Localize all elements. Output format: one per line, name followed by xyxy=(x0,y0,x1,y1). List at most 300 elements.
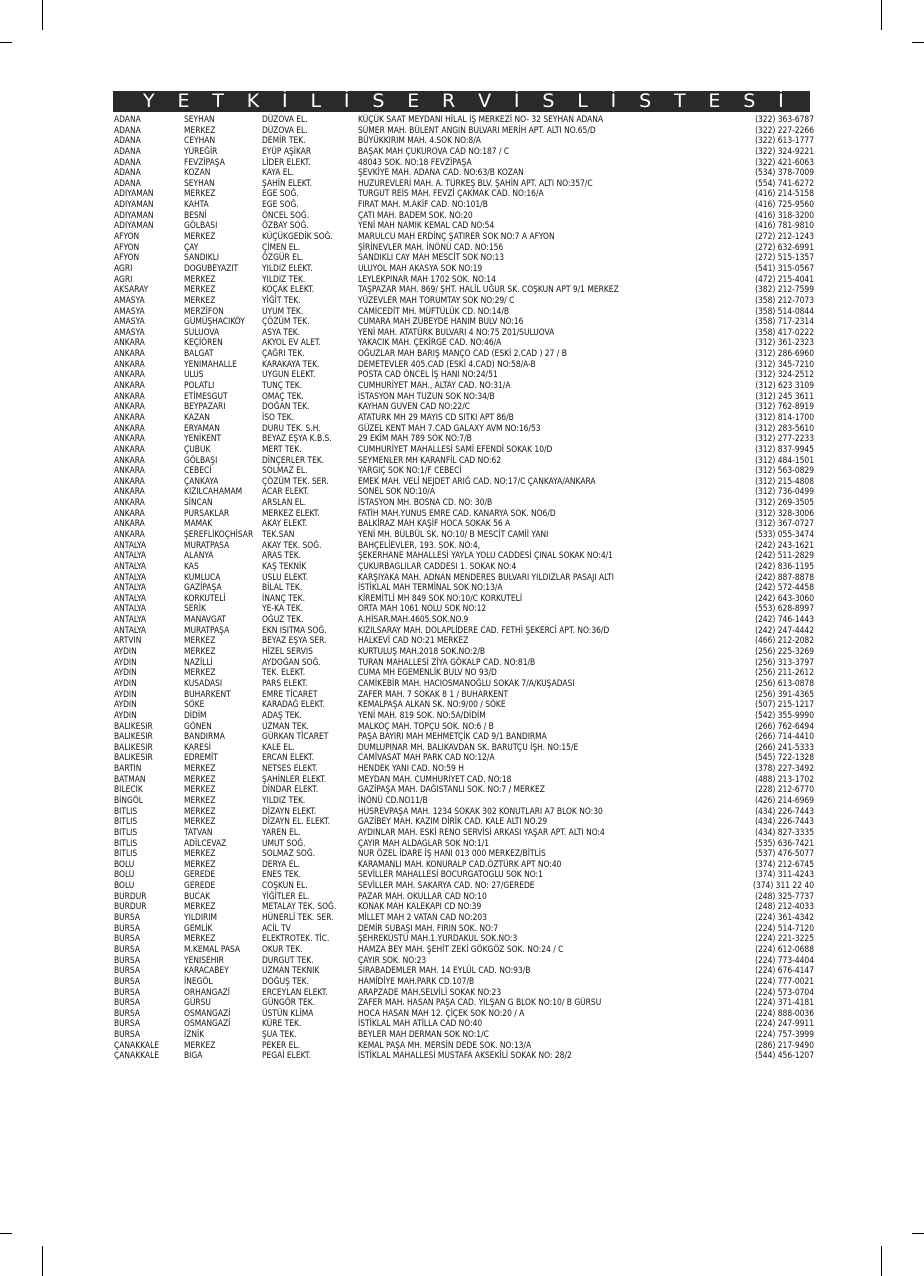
phone-cell: (248) 212-4033 xyxy=(755,901,814,912)
district-cell: GEREDE xyxy=(184,880,216,891)
table-row xyxy=(114,391,814,402)
table-row xyxy=(114,1050,814,1061)
city-cell: BURSA xyxy=(114,933,141,944)
city-cell: ADANA xyxy=(114,114,141,124)
table-row xyxy=(114,1008,814,1019)
title-letter: S xyxy=(639,90,652,112)
phone-cell: (312) 286-6960 xyxy=(755,348,814,359)
service-list xyxy=(114,114,814,1061)
service-name-cell: ÇİMEN EL. xyxy=(262,241,301,252)
city-cell: ANTALYA xyxy=(114,550,147,561)
city-cell: AMASYA xyxy=(114,305,145,316)
table-row xyxy=(114,1018,814,1029)
phone-cell: (224) 612-0688 xyxy=(755,943,814,954)
address-cell: ŞEHREKÜSTÜ MAH.1.YURDAKUL SOK.NO:3 xyxy=(358,933,518,944)
district-cell: ÇANKAYA xyxy=(184,475,219,486)
address-cell: BEYLER MAH DERMAN SOK NO:1/C xyxy=(358,1029,489,1040)
service-name-cell: TUNÇ TEK. xyxy=(262,380,303,391)
city-cell: ADANA xyxy=(114,124,141,135)
city-cell: AYDIN xyxy=(114,688,137,699)
address-cell: SANDIKLI CAY MAH MESCİT SOK NO:13 xyxy=(358,252,505,263)
address-cell: TURGUT REİS MAH. FEVZİ ÇAKMAK CAD. NO:16/A xyxy=(358,188,544,199)
service-name-cell: AKAY TEK. SOĞ. xyxy=(262,539,322,550)
table-row xyxy=(114,157,814,168)
phone-cell: (312) 345-7210 xyxy=(755,358,814,369)
city-cell: ANTALYA xyxy=(114,592,147,603)
table-row xyxy=(114,859,814,870)
table-row xyxy=(114,220,814,231)
address-cell: 29 EKİM MAH 789 SOK NO:7/B xyxy=(358,433,472,444)
service-name-cell: AKAY ELEKT. xyxy=(262,518,308,529)
address-cell: CAMİVASAT MAH PARK CAD NO:12/A xyxy=(358,752,495,763)
table-row xyxy=(114,625,814,636)
service-name-cell: OĞUZ TEK. xyxy=(262,614,304,625)
title-letter: L xyxy=(310,90,322,112)
phone-cell: (242) 511-2829 xyxy=(755,550,814,561)
service-name-cell: YE-KA TEK. xyxy=(262,603,304,614)
city-cell: ANKARA xyxy=(114,528,145,539)
table-row xyxy=(114,359,814,370)
phone-cell: (541) 315-0567 xyxy=(755,262,814,273)
address-cell: YENİ MAH NAMIK KEMAL CAD NO:54 xyxy=(358,220,495,231)
address-cell: PAZAR MAH. OKULLAR CAD NO:10 xyxy=(358,890,487,901)
table-row xyxy=(114,274,814,285)
service-name-cell: DEMİR TEK. xyxy=(262,135,306,146)
address-cell: AYDINLAR MAH. ESKİ RENO SERVİSİ ARKASI YAŞAR APT. ALTI NO:4 xyxy=(358,826,605,837)
district-cell: KAHTA xyxy=(184,199,209,210)
table-row xyxy=(114,444,814,455)
table-row xyxy=(114,231,814,242)
address-cell: YENİ MAH. 819 SOK. NO:5A/DİDİM xyxy=(358,709,486,720)
title-letter: S xyxy=(743,90,756,112)
service-name-cell: ERCEYLAN ELEKT. xyxy=(262,986,328,997)
district-cell: MURATPAŞA xyxy=(184,624,230,635)
service-name-cell: UMUT SOĞ. xyxy=(262,837,306,848)
table-row xyxy=(114,210,814,221)
service-name-cell: KAŞ TEKNİK xyxy=(262,560,307,571)
table-row xyxy=(114,497,814,508)
phone-cell: (224) 676-4147 xyxy=(755,965,814,976)
address-cell: KİREMİTLİ MH 849 SOK NO:10/C KORKUTELİ xyxy=(358,592,523,603)
city-cell: BURSA xyxy=(114,1007,141,1018)
city-cell: ADIYAMAN xyxy=(114,199,154,210)
phone-cell: (545) 722-1328 xyxy=(755,752,814,763)
district-cell: MANAVGAT xyxy=(184,614,226,625)
service-name-cell: BİLAL TEK. xyxy=(262,582,303,593)
table-row xyxy=(114,167,814,178)
phone-cell: (242) 746-1443 xyxy=(755,614,814,625)
table-row xyxy=(114,731,814,742)
table-row xyxy=(114,763,814,774)
district-cell: OSMANGAZİ xyxy=(184,1007,231,1018)
phone-cell: (544) 456-1207 xyxy=(755,1050,814,1061)
address-cell: GAZİPAŞA MAH. DAĞISTANLI SOK. NO:7 / MERKEZ xyxy=(358,784,545,795)
service-name-cell: ÇÖZÜM TEK. xyxy=(262,316,310,327)
service-name-cell: ELEKTROTEK. TİC. xyxy=(262,933,330,944)
service-name-cell: BEYAZ EŞYA K.B.S. xyxy=(262,433,332,444)
table-row xyxy=(114,784,814,795)
service-name-cell: ÜSTÜN KLİMA xyxy=(262,1007,314,1018)
service-name-cell: OKUR TEK. xyxy=(262,943,303,954)
district-cell: MERKEZ xyxy=(184,795,216,805)
service-name-cell: DERYA EL. xyxy=(262,858,301,869)
district-cell: SANDIKLI xyxy=(184,252,220,263)
city-cell: ADANA xyxy=(114,177,141,188)
service-name-cell: METALAY TEK. SOĞ. xyxy=(262,901,337,912)
district-cell: MERKEZ xyxy=(184,763,216,774)
phone-cell: (256) 225-3269 xyxy=(755,646,814,657)
service-name-cell: MERKEZ ELEKT. xyxy=(262,507,320,518)
table-row xyxy=(114,476,814,487)
city-cell: ANKARA xyxy=(114,507,145,518)
address-cell: FATİH MAH.YUNUS EMRE CAD. KANARYA SOK. NO6/D xyxy=(358,507,556,518)
address-cell: A.HİSAR.MAH.4605.SOK.NO.9 xyxy=(358,614,469,625)
district-cell: MERKEZ xyxy=(184,273,216,284)
district-cell: İZNİK xyxy=(184,1029,205,1040)
district-cell: DİDİM xyxy=(184,709,207,720)
phone-cell: (416) 781-9810 xyxy=(755,220,814,231)
service-name-cell: KARADAĞ ELEKT. xyxy=(262,699,325,710)
address-cell: ULUYOL MAH AKASYA SOK NO:19 xyxy=(358,262,483,273)
table-row xyxy=(114,316,814,327)
crop-mark xyxy=(42,0,43,30)
phone-cell: (507) 215-1217 xyxy=(755,699,814,710)
city-cell: AMASYA xyxy=(114,326,145,337)
address-cell: CAMİCEDİT MH. MÜFTÜLÜK CD. NO:14/B xyxy=(358,305,510,316)
address-cell: KEMALPAŞA ALKAN SK. NO:9/00 / SÖKE xyxy=(358,699,506,710)
service-name-cell: ŞUA TEK. xyxy=(262,1029,297,1040)
phone-cell: (434) 226-7443 xyxy=(755,816,814,827)
district-cell: GEMLİK xyxy=(184,922,213,933)
city-cell: BURSA xyxy=(114,997,141,1008)
table-row xyxy=(114,667,814,678)
table-row xyxy=(114,923,814,934)
table-row xyxy=(114,561,814,572)
table-row xyxy=(114,284,814,295)
district-cell: GEREDE xyxy=(184,869,216,880)
phone-cell: (322) 324-9221 xyxy=(755,145,814,156)
address-cell: SEYMENLER MH KARANFİL CAD NO:62 xyxy=(358,454,502,465)
phone-cell: (224) 573-0704 xyxy=(755,986,814,997)
table-row xyxy=(114,657,814,668)
phone-cell: (242) 836-1195 xyxy=(755,560,814,571)
table-row xyxy=(114,869,814,880)
service-name-cell: PEGAİ ELEKT. xyxy=(262,1050,311,1061)
address-cell: YENİ MAH. ATATÜRK BULVARI 4 NO:75 Z01/SULUOVA xyxy=(358,326,555,337)
service-name-cell: EKN ISITMA SOĞ. xyxy=(262,624,327,635)
city-cell: BURSA xyxy=(114,912,141,923)
city-cell: AFYON xyxy=(114,252,140,263)
district-cell: YÜREĞİR xyxy=(184,145,218,156)
phone-cell: (374) 311-4243 xyxy=(755,869,814,880)
city-cell: ADANA xyxy=(114,167,141,178)
address-cell: YENİ MH. BÜLBÜL SK. NO:10/ B MESCİT CAMİİ YANI xyxy=(358,528,549,539)
phone-cell: (224) 757-3999 xyxy=(755,1029,814,1040)
address-cell: SEVİLLER MAH. SAKARYA CAD. NO: 27/GEREDE xyxy=(358,880,535,891)
table-row xyxy=(114,806,814,817)
address-cell: MALKOÇ MAH. TOPÇU SOK. NO:6 / B xyxy=(358,720,494,731)
city-cell: ADIYAMAN xyxy=(114,188,154,199)
phone-cell: (358) 417-0222 xyxy=(755,326,814,337)
city-cell: ANTALYA xyxy=(114,614,147,625)
district-cell: PURSAKLAR xyxy=(184,507,230,518)
phone-cell: (256) 211-2612 xyxy=(755,667,814,678)
district-cell: MERZİFON xyxy=(184,305,224,316)
service-name-cell: DÜZOVA EL. xyxy=(262,114,308,124)
phone-cell: (224) 888-0036 xyxy=(755,1007,814,1018)
address-cell: İSTİKLAL MAH TERMİNAL SOK NO:13/A xyxy=(358,582,503,593)
service-name-cell: KAYA EL. xyxy=(262,167,295,178)
city-cell: BURSA xyxy=(114,975,141,986)
city-cell: BALIKESIR xyxy=(114,741,153,752)
phone-cell: (553) 628-8997 xyxy=(755,603,814,614)
phone-cell: (472) 215-4041 xyxy=(755,273,814,284)
address-cell: KURTULUŞ MAH.2018 SOK.NO:2/B xyxy=(358,646,486,657)
district-cell: NAZİLLİ xyxy=(184,656,213,667)
district-cell: KORKUTELİ xyxy=(184,592,226,603)
district-cell: ALANYA xyxy=(184,550,214,561)
phone-cell: (312) 324-2512 xyxy=(755,369,814,380)
city-cell: AGRI xyxy=(114,273,133,284)
district-cell: ÇAY xyxy=(184,241,199,252)
phone-cell: (378) 227-3492 xyxy=(755,763,814,774)
phone-cell: (312) 277-2233 xyxy=(755,433,814,444)
service-name-cell: DOĞAN TEK. xyxy=(262,401,310,412)
title-letter: E xyxy=(407,90,420,112)
service-name-cell: TEK.SAN xyxy=(262,528,295,539)
service-name-cell: DİZAYN ELEKT. xyxy=(262,805,317,816)
phone-cell: (358) 514-0844 xyxy=(755,305,814,316)
district-cell: TATVAN xyxy=(184,826,213,837)
phone-cell: (322) 421-6063 xyxy=(755,156,814,167)
city-cell: BALIKESIR xyxy=(114,731,153,742)
district-cell: MURATPASA xyxy=(184,539,230,550)
city-cell: AMASYA xyxy=(114,316,145,327)
service-name-cell: ŞAHİNLER ELEKT. xyxy=(262,773,327,784)
city-cell: ANKARA xyxy=(114,433,145,444)
district-cell: MAMAK xyxy=(184,518,213,529)
city-cell: AYDIN xyxy=(114,709,137,720)
service-name-cell: YİĞİT TEK. xyxy=(262,294,301,305)
title-letter: İ xyxy=(513,90,520,112)
city-cell: BALIKESIR xyxy=(114,720,153,731)
city-cell: AGRI xyxy=(114,262,133,273)
service-name-cell: DİNDAR ELEKT. xyxy=(262,784,319,795)
district-cell: SİNCAN xyxy=(184,497,213,508)
service-name-cell: UYUM TEK. xyxy=(262,305,304,316)
phone-cell: (434) 827-3335 xyxy=(755,826,814,837)
service-name-cell: KÜRE TEK. xyxy=(262,1018,302,1029)
address-cell: YAKACIK MAH. ÇEKİRGE CAD. NO:46/A xyxy=(358,337,502,348)
city-cell: ANTALYA xyxy=(114,571,147,582)
city-cell: AFYON xyxy=(114,231,140,242)
city-cell: AYDIN xyxy=(114,667,137,678)
phone-cell: (434) 226-7443 xyxy=(755,805,814,816)
city-cell: BURSA xyxy=(114,1029,141,1040)
phone-cell: (242) 243-1621 xyxy=(755,539,814,550)
phone-cell: (312) 215-4808 xyxy=(755,475,814,486)
phone-cell: (542) 355-9990 xyxy=(755,709,814,720)
city-cell: ANKARA xyxy=(114,411,145,422)
district-cell: GÖNEN xyxy=(184,720,212,731)
city-cell: ANKARA xyxy=(114,475,145,486)
city-cell: ANKARA xyxy=(114,497,145,508)
district-cell: MERKEZ xyxy=(184,1039,216,1050)
district-cell: MERKEZ xyxy=(184,773,216,784)
city-cell: ANKARA xyxy=(114,518,145,529)
service-name-cell: HİZEL SERVIS xyxy=(262,646,313,657)
service-name-cell: GÜNGÖR TEK. xyxy=(262,997,316,1008)
table-row xyxy=(114,816,814,827)
address-cell: ŞİRİNEVLER MAH. İNÖNÜ CAD. NO:156 xyxy=(358,241,504,252)
address-cell: HÜSREVPAŞA MAH. 1234 SOKAK 302 KONUTLARI A7 BLOK NO:30 xyxy=(358,805,603,816)
city-cell: ANKARA xyxy=(114,422,145,433)
city-cell: ANTALYA xyxy=(114,603,147,614)
service-name-cell: TEK. ELEKT. xyxy=(262,667,306,678)
district-cell: SEYHAN xyxy=(184,177,215,188)
district-cell: ETİMESGUT xyxy=(184,390,228,401)
district-cell: YENİKENT xyxy=(184,433,222,444)
phone-cell: (534) 378-7009 xyxy=(755,167,814,178)
district-cell: MERKEZ xyxy=(184,858,216,869)
district-cell: BALGAT xyxy=(184,348,214,359)
table-row xyxy=(114,540,814,551)
address-cell: İNÖNÜ CD.NO11/B xyxy=(358,795,428,805)
service-name-cell: SOLMAZ SOĞ. xyxy=(262,848,316,859)
address-cell: ZAFER MAH. 7 SOKAK 8 1 / BUHARKENT xyxy=(358,688,509,699)
address-cell: MEYDAN MAH. CUMHURIYET CAD. NO:18 xyxy=(358,773,512,784)
city-cell: BURDUR xyxy=(114,901,147,912)
city-cell: AFYON xyxy=(114,241,140,252)
title-letter: İ xyxy=(778,90,784,112)
service-name-cell: GÜRKAN TİCARET xyxy=(262,731,329,742)
address-cell: FIRAT MAH. M.AKİF CAD. NO:101/B xyxy=(358,199,488,210)
service-name-cell: EGE SOĞ. xyxy=(262,188,299,199)
table-row xyxy=(114,901,814,912)
address-cell: YARGIÇ SOK NO:1/F CEBECİ xyxy=(358,465,462,476)
table-row xyxy=(114,188,814,199)
table-row xyxy=(114,838,814,849)
city-cell: ADIYAMAN xyxy=(114,209,154,220)
city-cell: ADANA xyxy=(114,156,141,167)
phone-cell: (312) 814-1700 xyxy=(755,411,814,422)
address-cell: GAZİBEY MAH. KAZIM DİRİK CAD. KALE ALTI NO.29 xyxy=(358,816,548,827)
phone-cell: (535) 636-7421 xyxy=(755,837,814,848)
address-cell: HALKEVİ CAD NO:21 MERKEZ xyxy=(358,635,469,646)
city-cell: ANKARA xyxy=(114,369,145,380)
table-row xyxy=(114,369,814,380)
district-cell: CEYHAN xyxy=(184,135,216,146)
district-cell: YENIMAHALLE xyxy=(184,358,237,369)
service-name-cell: HÜNERLİ TEK. SER. xyxy=(262,912,334,923)
title-letter: İ xyxy=(343,90,350,112)
city-cell: ANKARA xyxy=(114,486,145,497)
phone-cell: (256) 391-4365 xyxy=(755,688,814,699)
phone-cell: (312) 367-0727 xyxy=(755,518,814,529)
city-cell: BILECIK xyxy=(114,784,143,795)
district-cell: ŞEREFLİKOÇHİSAR xyxy=(184,528,254,539)
phone-cell: (224) 361-4342 xyxy=(755,912,814,923)
district-cell: EDREMİT xyxy=(184,752,218,763)
phone-cell: (242) 887-8878 xyxy=(755,571,814,582)
address-cell: ŞEVKİYE MAH. ADANA CAD. NO:63/B KOZAN xyxy=(358,167,524,178)
address-cell: CUMHURİYET MAH., ALTAY CAD. NO:31/A xyxy=(358,380,511,391)
phone-cell: (312) 623 3109 xyxy=(755,380,814,391)
city-cell: BOLU xyxy=(114,869,135,880)
table-row xyxy=(114,178,814,189)
district-cell: KIZILCAHAMAM xyxy=(184,486,243,497)
city-cell: ANTALYA xyxy=(114,560,147,571)
address-cell: BAHÇELİEVLER, 193. SOK. NO:4, xyxy=(358,539,481,550)
table-row xyxy=(114,380,814,391)
phone-cell: (322) 363-6787 xyxy=(755,114,814,124)
table-row xyxy=(114,572,814,583)
district-cell: MERKEZ xyxy=(184,933,216,944)
table-row xyxy=(114,1040,814,1051)
address-cell: GÜZEL KENT MAH 7.CAD GALAXY AVM NO:16/53 xyxy=(358,422,541,433)
service-name-cell: ERCAN ELEKT. xyxy=(262,752,315,763)
phone-cell: (382) 212-7599 xyxy=(755,284,814,295)
service-name-cell: İSO TEK. xyxy=(262,411,295,422)
phone-cell: (322) 227-2266 xyxy=(755,124,814,135)
service-name-cell: EGE SOĞ. xyxy=(262,199,299,210)
district-cell: GÖLBASI xyxy=(184,220,218,231)
title-letter: V xyxy=(478,90,492,112)
table-row xyxy=(114,848,814,859)
district-cell: BUCAK xyxy=(184,890,211,901)
phone-cell: (224) 777-0021 xyxy=(755,975,814,986)
address-cell: KAYHAN GUVEN CAD NO:22/C xyxy=(358,401,470,412)
address-cell: SIRABADEMLER MAH. 14 EYLÜL CAD. NO:93/B xyxy=(358,965,531,976)
service-name-cell: BEYAZ EŞYA SER. xyxy=(262,635,327,646)
address-cell: ÇATI MAH. BADEM SOK. NO:20 xyxy=(358,209,473,220)
city-cell: AYDIN xyxy=(114,656,137,667)
city-cell: ANKARA xyxy=(114,380,145,391)
service-name-cell: ÖZBAY SOĞ. xyxy=(262,220,309,231)
table-row xyxy=(114,827,814,838)
district-cell: GAZİPAŞA xyxy=(184,582,222,593)
district-cell: ORHANGAZİ xyxy=(184,986,230,997)
city-cell: BITLIS xyxy=(114,848,138,859)
phone-cell: (416) 725-9560 xyxy=(755,199,814,210)
service-name-cell: UZMAN TEKNIK xyxy=(262,965,320,976)
district-cell: BANDIRMA xyxy=(184,731,225,742)
city-cell: ADANA xyxy=(114,135,141,146)
table-row xyxy=(114,678,814,689)
district-cell: BESNİ xyxy=(184,209,207,220)
table-row xyxy=(114,795,814,806)
table-row xyxy=(114,987,814,998)
city-cell: ADIYAMAN xyxy=(114,220,154,231)
service-name-cell: ADAŞ TEK. xyxy=(262,709,302,720)
address-cell: ORTA MAH 1061 NOLU SOK NO:12 xyxy=(358,603,487,614)
table-row xyxy=(114,337,814,348)
address-cell: TAŞPAZAR MAH. 869/ ŞHT. HALİL UĞUR SK. COŞKUN APT 9/1 MERKEZ xyxy=(358,284,619,295)
table-row xyxy=(114,401,814,412)
district-cell: ÇUBUK xyxy=(184,443,211,454)
phone-cell: (358) 717-2314 xyxy=(755,316,814,327)
table-row xyxy=(114,242,814,253)
phone-cell: (242) 572-4458 xyxy=(755,582,814,593)
service-name-cell: UYGUN ELEKT. xyxy=(262,369,316,380)
address-cell: DEMETEVLER 405.CAD (ESKİ 4.CAD) NO:58/A-B xyxy=(358,358,536,369)
district-cell: KARESİ xyxy=(184,741,211,752)
address-cell: İSTİKLAL MAHALLESİ MUSTAFA AKSEKİLİ SOKAK NO: 28/2 xyxy=(358,1050,572,1061)
phone-cell: (242) 247-4442 xyxy=(755,624,814,635)
district-cell: SÖKE xyxy=(184,699,205,710)
city-cell: BURSA xyxy=(114,954,141,965)
phone-cell: (248) 325-7737 xyxy=(755,890,814,901)
